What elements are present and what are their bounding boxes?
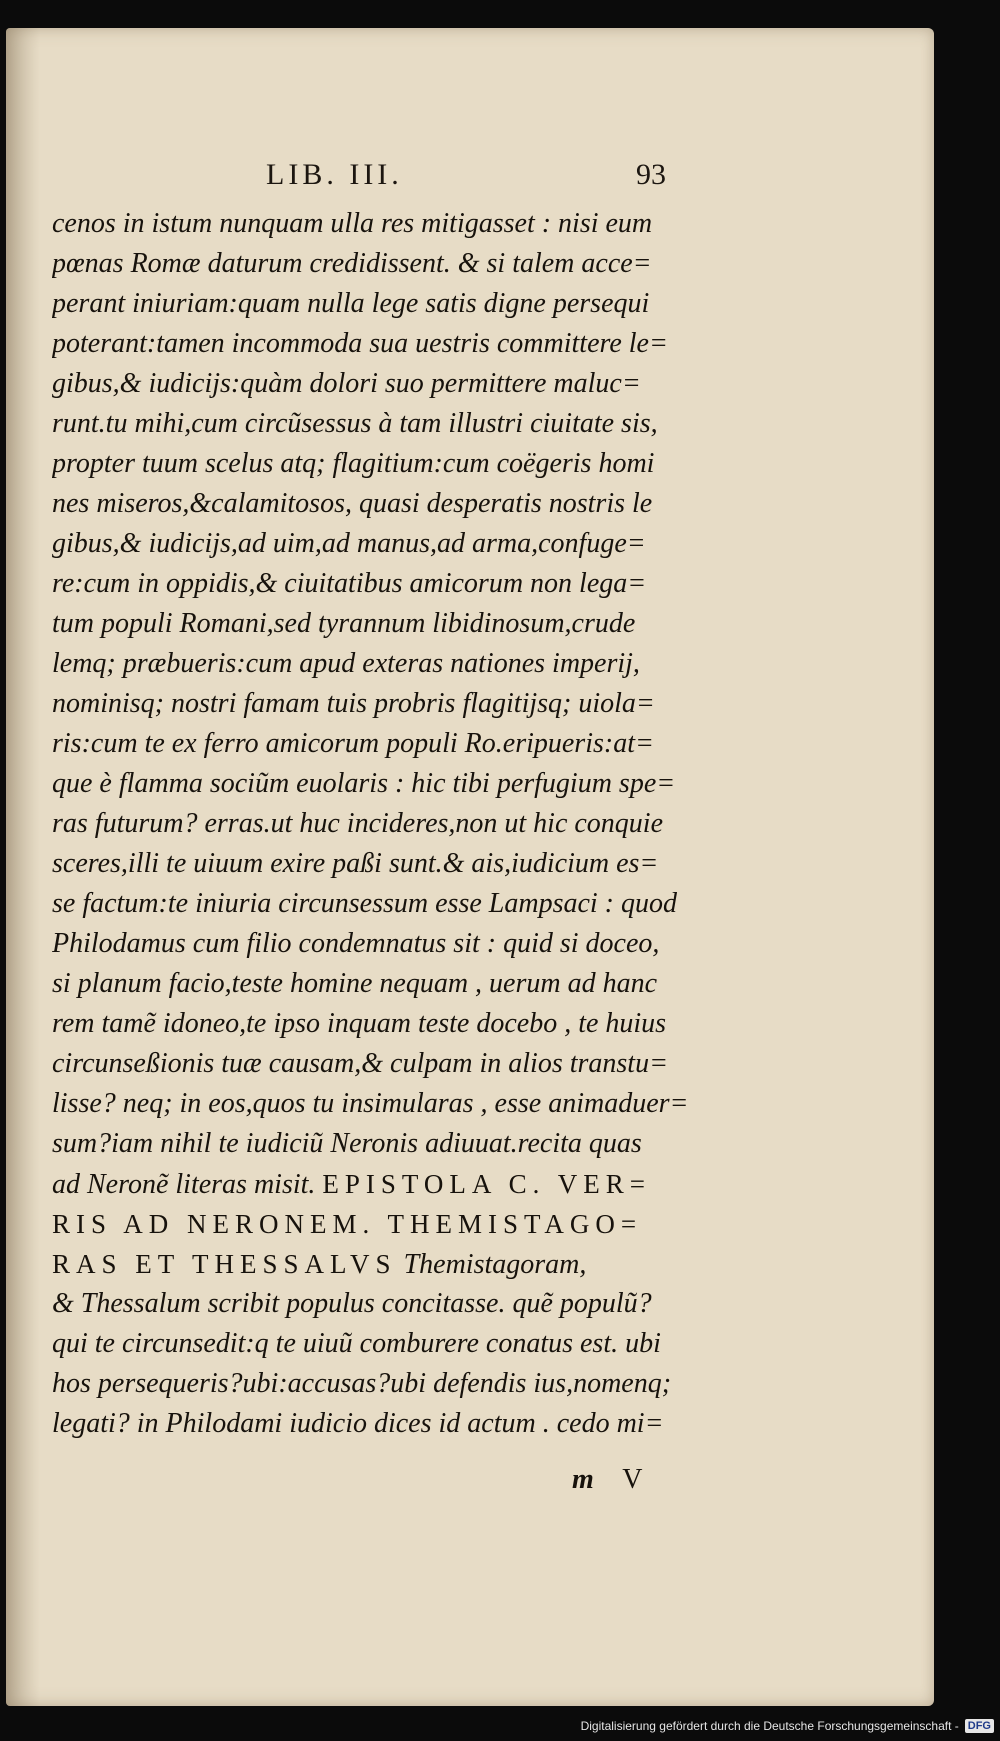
text-segment: Themistagoram, xyxy=(403,1249,587,1280)
text-line: circunseßionis tuæ causam,& culpam in alios transtu= xyxy=(52,1048,668,1079)
text-line: perant iniuriam:quam nulla lege satis digne persequi xyxy=(52,288,650,319)
text-line: legati? in Philodami iudicio dices id actum . cedo mi= xyxy=(52,1408,664,1439)
text-line: sceres,illi te uiuum exire paßi sunt.& ais,iudicium es= xyxy=(52,848,659,879)
text-line: lisse? neq; in eos,quos tu insimularas , esse animaduer= xyxy=(52,1088,689,1119)
catchword-numeral: V xyxy=(622,1464,643,1495)
text-line: si planum facio,teste homine nequam , uerum ad hanc xyxy=(52,968,658,999)
text-line: re:cum in oppidis,& ciuitatibus amicorum non lega= xyxy=(52,568,647,599)
text-line: poterant:tamen incommoda sua uestris committere le= xyxy=(52,328,668,359)
text-line: que è flamma sociũm euolaris : hic tibi perfugium spe= xyxy=(52,768,676,799)
epistola-heading: EPISTOLA C. VER= xyxy=(322,1169,651,1199)
digitization-footer xyxy=(581,1716,994,1736)
text-line: & Thessalum scribit populus concitasse. quẽ populũ? xyxy=(52,1288,652,1319)
text-line: se factum:te iniuria circunsessum esse Lampsaci : quod xyxy=(52,888,677,919)
text-segment: ad Neronẽ literas misit. xyxy=(52,1169,316,1200)
text-line: lemq; præbueris:cum apud exteras nationes imperij, xyxy=(52,648,640,679)
text-line: ras futurum? erras.ut huc incideres,non ut hic conquie xyxy=(52,808,664,839)
text-line: tum populi Romani,sed tyrannum libidinosum,crude xyxy=(52,608,636,639)
book-label: LIB. III. xyxy=(266,158,403,191)
catchword xyxy=(572,1464,643,1496)
text-line: gibus,& iudicijs:quàm dolori suo permittere maluc= xyxy=(52,368,641,399)
text-line: nominisq; nostri famam tuis probris flagitijsq; uiola= xyxy=(52,688,655,719)
text-line: cenos in istum nunquam ulla res mitigasset : nisi eum xyxy=(52,208,653,239)
text-line: nes miseros,&calamitosos, quasi desperatis nostris le xyxy=(52,488,653,519)
body-text xyxy=(52,204,692,1444)
text-line: rem tamẽ idoneo,te ipso inquam teste docebo , te huius xyxy=(52,1008,667,1039)
text-line: propter tuum scelus atq; flagitium:cum coëgeris homi xyxy=(52,448,655,479)
text-line xyxy=(52,1164,692,1204)
book-page xyxy=(6,28,934,1706)
text-line: runt.tu mihi,cum circũsessus à tam illustri ciuitate sis, xyxy=(52,408,658,439)
text-line-caps: RIS AD NERONEM. THEMISTAGO= xyxy=(52,1209,643,1239)
footer-credit: Digitalisierung gefördert durch die Deutsche Forschungsgemeinschaft - xyxy=(580,1719,959,1733)
running-head xyxy=(246,158,666,198)
text-line: pœnas Romæ daturum credidissent. & si talem acce= xyxy=(52,248,652,279)
text-line: qui te circunsedit:q te uiuũ comburere conatus est. ubi xyxy=(52,1328,661,1359)
dfg-logo-icon: DFG xyxy=(965,1719,994,1733)
text-line: ris:cum te ex ferro amicorum populi Ro.eripueris:at= xyxy=(52,728,654,759)
text-line: sum?iam nihil te iudiciũ Neronis adiuuat.recita quas xyxy=(52,1128,642,1159)
text-line: Philodamus cum filio condemnatus sit : quid si doceo, xyxy=(52,928,660,959)
caps-segment: RAS ET THESSALVS xyxy=(52,1249,397,1279)
text-line: hos persequeris?ubi:accusas?ubi defendis ius,nomenq; xyxy=(52,1368,672,1399)
text-line: gibus,& iudicijs,ad uim,ad manus,ad arma,confuge= xyxy=(52,528,646,559)
page-number: 93 xyxy=(636,158,666,191)
signature-mark: m xyxy=(572,1464,594,1495)
text-line xyxy=(52,1244,692,1284)
